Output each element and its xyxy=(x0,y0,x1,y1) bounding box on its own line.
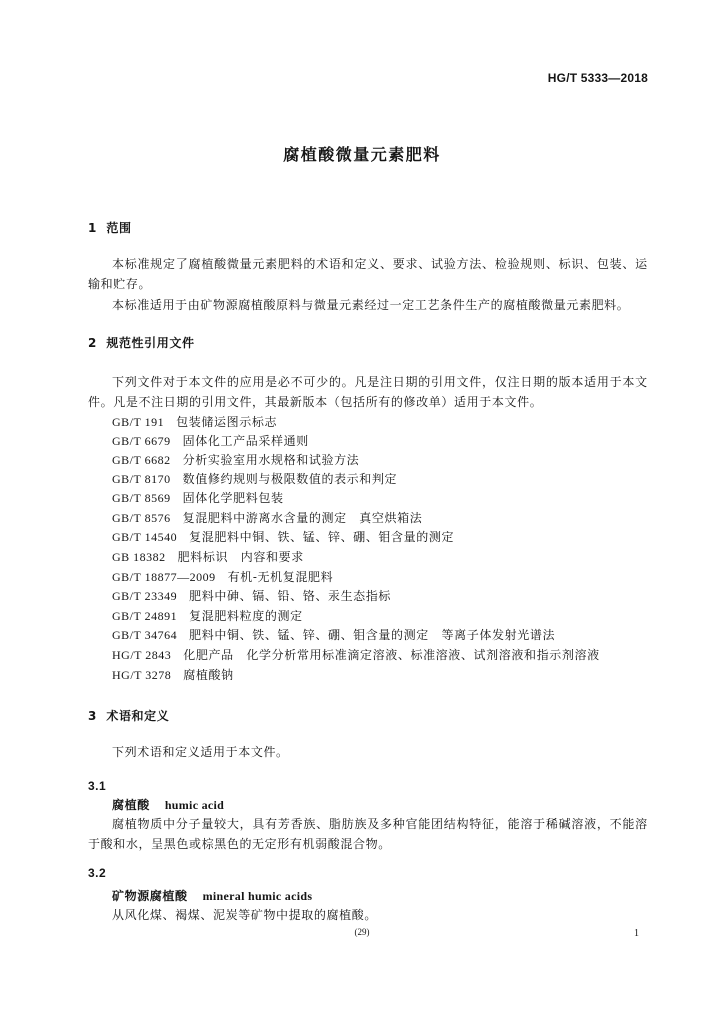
paragraph-line: 本标准规定了腐植酸微量元素肥料的术语和定义、要求、试验方法、检验规则、标识、包装、运 xyxy=(112,257,648,271)
reference-title: 复混肥料中铜、铁、锰、锌、硼、钼含量的测定 xyxy=(189,530,455,544)
reference-item xyxy=(112,549,304,565)
reference-code: GB/T 8576 xyxy=(112,511,171,525)
section-title: 规范性引用文件 xyxy=(106,336,195,350)
reference-item xyxy=(112,627,555,643)
document-title: 腐植酸微量元素肥料 xyxy=(283,145,441,164)
reference-code: GB 18382 xyxy=(112,550,166,564)
paragraph-line: 件。凡是不注日期的引用文件，其最新版本（包括所有的修改单）适用于本文件。 xyxy=(88,395,543,409)
term-number: 3.1 xyxy=(88,779,107,793)
reference-title: 固体化学肥料包装 xyxy=(182,491,284,505)
term-english: mineral humic acids xyxy=(202,889,313,903)
definition-line: 腐植物质中分子量较大，具有芳香族、脂肪族及多种官能团结构特征，能溶于稀碱溶液，不能溶 xyxy=(112,817,648,831)
reference-code: GB/T 14540 xyxy=(112,530,178,544)
reference-code: GB/T 34764 xyxy=(112,628,178,642)
term-chinese: 腐植酸 xyxy=(112,798,150,812)
reference-code: GB/T 8170 xyxy=(112,472,171,486)
term-english: humic acid xyxy=(164,798,225,812)
paragraph-line: 下列文件对于本文件的应用是必不可少的。凡是注日期的引用文件，仅注日期的版本适用于本文 xyxy=(112,375,648,389)
reference-item xyxy=(112,647,600,663)
reference-code: HG/T 2843 xyxy=(112,648,172,662)
section-3-heading xyxy=(88,708,169,724)
reference-item xyxy=(112,433,309,449)
reference-item xyxy=(112,667,234,683)
reference-title: 化肥产品 化学分析常用标准滴定溶液、标准溶液、试剂溶液和指示剂溶液 xyxy=(183,648,600,662)
reference-title: 肥料中铜、铁、锰、锌、硼、钼含量的测定 等离子体发射光谱法 xyxy=(189,628,556,642)
standard-code-header: HG/T 5333—2018 xyxy=(547,71,648,85)
compilation-page-number: (29) xyxy=(354,927,370,937)
reference-item xyxy=(112,608,303,624)
paragraph-line: 本标准适用于由矿物源腐植酸原料与微量元素经过一定工艺条件生产的腐植酸微量元素肥料。 xyxy=(112,298,630,312)
reference-title: 固体化工产品采样通则 xyxy=(182,434,309,448)
reference-title: 腐植酸钠 xyxy=(183,668,234,682)
reference-item xyxy=(112,414,277,430)
section-1-heading xyxy=(88,220,132,236)
reference-title: 包装储运图示标志 xyxy=(176,415,278,429)
reference-title: 有机-无机复混肥料 xyxy=(227,570,334,584)
reference-code: GB/T 6679 xyxy=(112,434,171,448)
term-heading xyxy=(112,888,312,904)
reference-item xyxy=(112,588,391,604)
definition-line: 从风化煤、褐煤、泥炭等矿物中提取的腐植酸。 xyxy=(112,908,378,922)
reference-item xyxy=(112,471,397,487)
reference-item xyxy=(112,452,359,468)
section-number: 3 xyxy=(88,709,97,723)
reference-title: 复混肥料粒度的测定 xyxy=(189,609,303,623)
reference-code: GB/T 6682 xyxy=(112,453,171,467)
section-number: 2 xyxy=(88,336,97,350)
reference-code: GB/T 8569 xyxy=(112,491,171,505)
section-2-heading xyxy=(88,335,195,351)
reference-title: 肥料中砷、镉、铅、铬、汞生态指标 xyxy=(189,589,392,603)
paragraph-line: 输和贮存。 xyxy=(88,277,152,291)
reference-code: GB/T 191 xyxy=(112,415,165,429)
reference-code: HG/T 3278 xyxy=(112,668,172,682)
paragraph-line: 下列术语和定义适用于本文件。 xyxy=(112,745,289,759)
definition-line: 于酸和水，呈黑色或棕黑色的无定形有机弱酸混合物。 xyxy=(88,837,391,851)
reference-item xyxy=(112,569,333,585)
reference-item xyxy=(112,490,284,506)
section-number: 1 xyxy=(88,221,97,235)
term-chinese: 矿物源腐植酸 xyxy=(112,889,188,903)
reference-title: 数值修约规则与极限数值的表示和判定 xyxy=(182,472,398,486)
term-heading xyxy=(112,797,224,813)
page-number: 1 xyxy=(634,928,639,939)
reference-code: GB/T 24891 xyxy=(112,609,178,623)
reference-code: GB/T 23349 xyxy=(112,589,178,603)
term-number: 3.2 xyxy=(88,866,107,880)
reference-title: 肥料标识 内容和要求 xyxy=(177,550,304,564)
section-title: 术语和定义 xyxy=(106,709,170,723)
reference-item xyxy=(112,510,422,526)
reference-code: GB/T 18877—2009 xyxy=(112,570,216,584)
section-title: 范围 xyxy=(106,221,132,235)
reference-title: 复混肥料中游离水含量的测定 真空烘箱法 xyxy=(182,511,423,525)
reference-title: 分析实验室用水规格和试验方法 xyxy=(182,453,360,467)
reference-item xyxy=(112,529,454,545)
